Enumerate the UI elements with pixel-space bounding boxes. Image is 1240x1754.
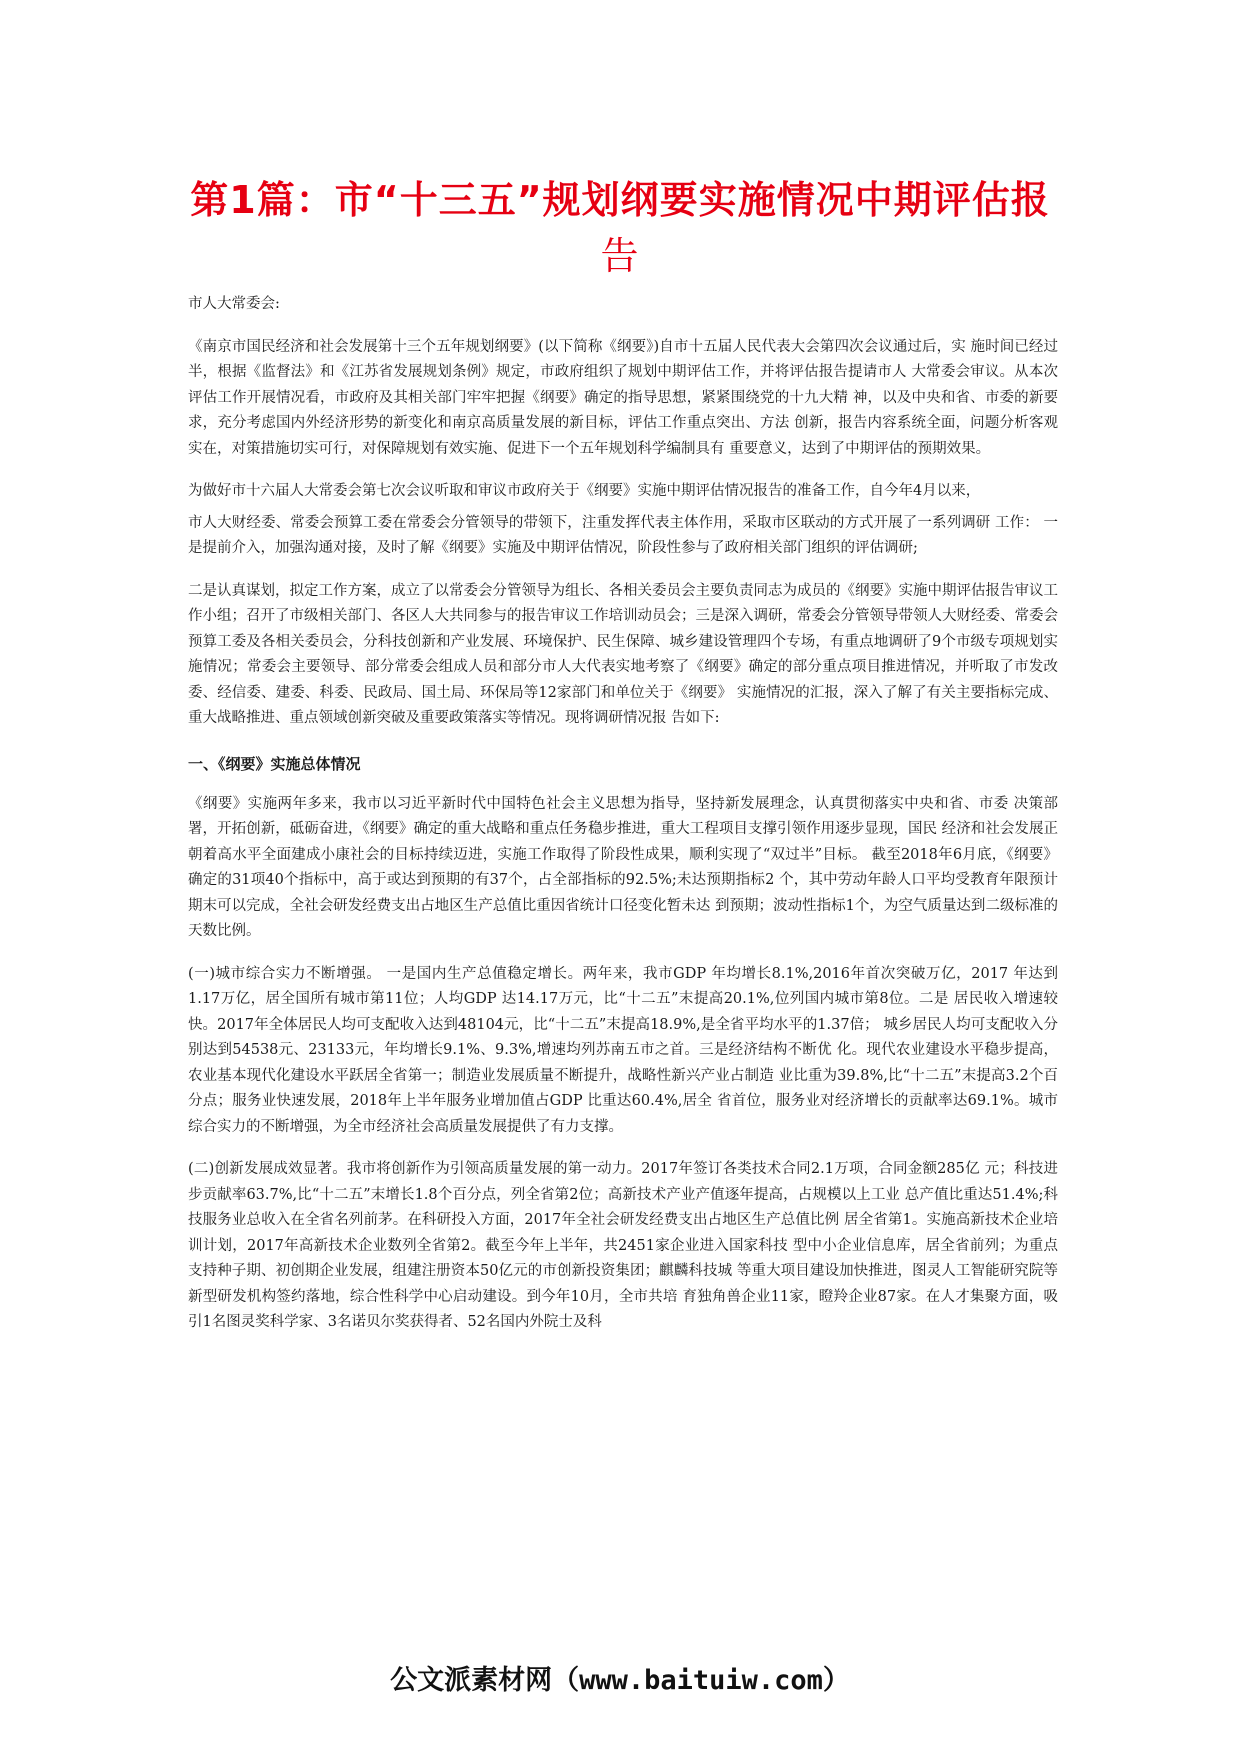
salutation: 市人大常委会: [188, 296, 280, 312]
title-line-2: 告 [600, 234, 640, 278]
overall-paragraph: 《纲要》实施两年多来，我市以习近平新时代中国特色社会主义思想为指导，坚持新发展理念，认真贯彻落实中央和省、市委 决策部署，开拓创新，砥砺奋进，《纲要》确定的重大战略和重点任务稳步推进，重大工程项目支撑引领作用逐步显现，国民 经济和社会发展正朝着高水平全面建成小康社会的目标持续迈进，实施工作取得了阶段性成果，顺利实现了“双过半”目标。 截至2018年6月底，《纲要》确定的31项40个指标中，高于或达到预期的有37个，占全部指标的92.5%;未达预期指标2 个，其中劳动年龄人口平均受教育年限预计期末可以完成，全社会研发经费支出占地区生产总值比重因省统计口径变化暂未达 到预期；波动性指标1个，为空气质量达到二级标准的天数比例。 [188, 795, 1058, 939]
footer-watermark: 公文派素材网（www.baituiw.com） [390, 1665, 850, 1696]
preparation-paragraph: 为做好市十六届人大常委会第七次会议听取和审议市政府关于《纲要》实施中期评估情况报告的准备工作，自今年4月以来， [188, 483, 981, 499]
strength-paragraph: (一)城市综合实力不断增强。 一是国内生产总值稳定增长。两年来，我市GDP 年均增长8.1%,2016年首次突破万亿，2017 年达到1.17万亿，居全国所有城市第11位；人均GDP 达14.17万元，比“十二五”末提高20.1%,位列国内城市第8位。二是 居民收入增速较快。2017年全体居民人均可支配收入达到48104元，比“十二五”末提高18.9%,是全省平均水平的1.37倍； 城乡居民人均可支配收入分别达到54538元、23133元，年均增长9.1%、9.3%,增速均列苏南五市之首。三是经济结构不断优 化。现代农业建设水平稳步提高，农业基本现代化建设水平跃居全省第一；制造业发展质量不断提升，战略性新兴产业占制造 业比重为39.8%,比“十二五”末提高3.2个百分点；服务业快速发展，2018年上半年服务业增加值占GDP 比重达60.4%,居全 省首位，服务业对经济增长的贡献率达69.1%。城市综合实力的不断增强，为全市经济社会高质量发展提供了有力支撑。 [188, 965, 1058, 1135]
document-title [150, 172, 1090, 284]
work-plan-paragraph: 二是认真谋划，拟定工作方案，成立了以常委会分管领导为组长、各相关委员会主要负责同志为成员的《纲要》实施中期评估报告审议工作小组；召开了市级相关部门、各区人大共同参与的报告审议工作培训动员会；三是深入调研，常委会分管领导带领人大财经委、常委会预算工委及各相关委员会，分科技创新和产业发展、环境保护、民生保障、城乡建设管理四个专场，有重点地调研了9个市级专项规划实施情况；常委会主要领导、部分常委会组成人员和部分市人大代表实地考察了《纲要》确定的部分重点项目推进情况，并听取了市发改委、经信委、建委、科委、民政局、国土局、环保局等12家部门和单位关于《纲要》 实施情况的汇报，深入了解了有关主要指标完成、重大战略推进、重点领域创新突破及重要政策落实等情况。现将调研情况报 告如下: [188, 582, 1058, 726]
title-line-1: 第1篇：市“十三五”规划纲要实施情况中期评估报 [190, 178, 1050, 222]
document-body [188, 292, 1058, 1353]
intro-paragraph: 《南京市国民经济和社会发展第十三个五年规划纲要》(以下简称《纲要》)自市十五届人民代表大会第四次会议通过后，实 施时间已经过半，根据《监督法》和《江苏省发展规划条例》规定，市政府组织了规划中期评估工作，并将评估报告提请市人 大常委会审议。从本次评估工作开展情况看，市政府及其相关部门牢牢把握《纲要》确定的指导思想，紧紧围绕党的十九大精 神，以及中央和省、市委的新要求，充分考虑国内外经济形势的新变化和南京高质量发展的新目标，评估工作重点突出、方法 创新，报告内容系统全面，问题分析客观实在，对策措施切实可行，对保障规划有效实施、促进下一个五年规划科学编制具有 重要意义，达到了中期评估的预期效果。 [188, 338, 1058, 457]
innovation-paragraph: (二)创新发展成效显著。我市将创新作为引领高质量发展的第一动力。2017年签订各类技术合同2.1万项，合同金额285亿 元；科技进步贡献率63.7%,比“十二五”末增长1.8个百分点，列全省第2位；高新技术产业产值逐年提高，占规模以上工业 总产值比重达51.4%;科技服务业总收入在全省名列前茅。在科研投入方面，2017年全社会研发经费支出占地区生产总值比例 居全省第1。实施高新技术企业培训计划，2017年高新技术企业数列全省第2。截至今年上半年，共2451家企业进入国家科技 型中小企业信息库，居全省前列；为重点支持种子期、初创期企业发展，组建注册资本50亿元的市创新投资集团；麒麟科技城 等重大项目建设加快推进，图灵人工智能研究院等新型研发机构签约落地，综合性科学中心启动建设。到今年10月，全市共培 育独角兽企业11家，瞪羚企业87家。在人才集聚方面，吸引1名图灵奖科学家、3名诺贝尔奖获得者、52名国内外院士及科 [188, 1161, 1058, 1330]
research-paragraph: 市人大财经委、常委会预算工委在常委会分管领导的带领下，注重发挥代表主体作用，采取市区联动的方式开展了一系列调研 工作： 一是提前介入，加强沟通对接，及时了解《纲要》实施及中期评估情况，阶段性参与了政府相关部门组织的评估调研; [188, 514, 1058, 556]
section-heading: 一、《纲要》实施总体情况 [188, 754, 361, 773]
